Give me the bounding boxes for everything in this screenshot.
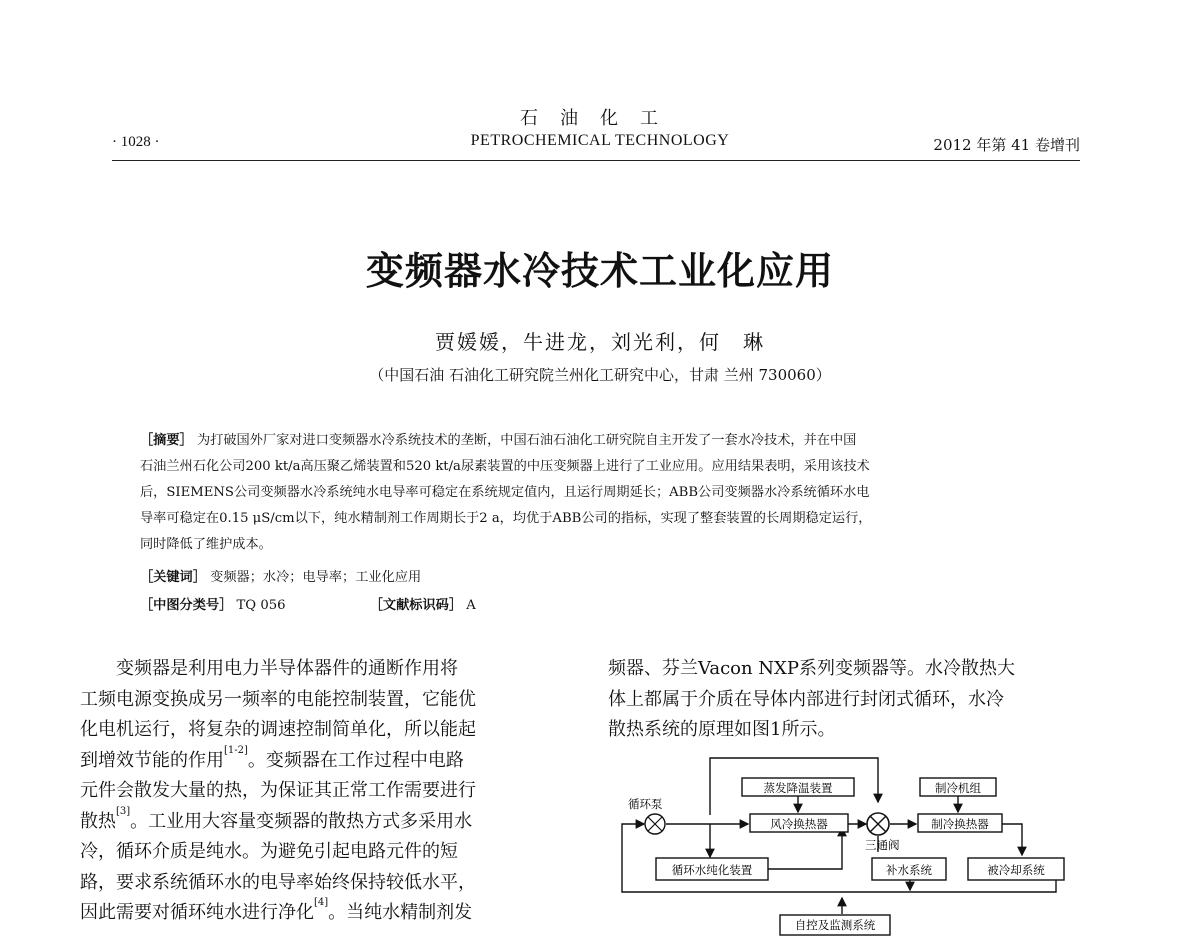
affiliation: （中国石油 石油化工研究院兰州化工研究中心，甘肃 兰州 730060） bbox=[369, 366, 831, 384]
control-label: 自控及监测系统 bbox=[794, 918, 876, 932]
body-line: 化电机运行，将复杂的调速控制简单化，所以能起 bbox=[80, 719, 476, 740]
page-number: · 1028 · bbox=[112, 134, 160, 150]
body-line: 工频电源变换成另一频率的电能控制装置，它能优 bbox=[80, 688, 476, 710]
body-column-right bbox=[608, 654, 1088, 746]
doc-code-value: A bbox=[466, 598, 476, 613]
citation-ref: [3] bbox=[116, 805, 131, 817]
body-line: 冷，循环介质是纯水。为避免引起电路元件的短 bbox=[80, 841, 458, 862]
body-text: 。当纯水精制剂发 bbox=[328, 902, 473, 923]
makeup-label: 补水系统 bbox=[886, 863, 932, 877]
issue-info: 2012 年第 41 卷增刊 bbox=[933, 136, 1080, 154]
abstract-line: 石油兰州石化公司200 kt/a高压聚乙烯装置和520 kt/a尿素装置的中压变频器上进行了工业应用。应用结果表明，采用该技术 bbox=[140, 459, 870, 474]
figure-1-diagram bbox=[610, 752, 1080, 952]
keywords-label: ［关键词］ bbox=[140, 570, 206, 585]
air-hx-label: 风冷换热器 bbox=[770, 817, 828, 831]
cooled-system-label: 被冷却系统 bbox=[987, 863, 1045, 877]
classification-value: TQ 056 bbox=[236, 598, 286, 613]
body-line: 变频器是利用电力半导体器件的通断作用将 bbox=[116, 658, 458, 679]
citation-ref: [4] bbox=[314, 897, 329, 908]
three-way-label: 三通阀 bbox=[865, 838, 900, 852]
cool-hx-label: 制冷换热器 bbox=[931, 817, 989, 831]
pump-label: 循环泵 bbox=[628, 797, 663, 811]
body-column-left bbox=[80, 654, 580, 929]
body-text: 。变频器在工作过程中电路 bbox=[247, 749, 464, 771]
citation-ref: [1-2] bbox=[224, 744, 248, 756]
classification-label: ［中图分类号］ bbox=[140, 598, 233, 613]
abstract-line: 导率可稳定在0.15 μS/cm以下，纯水精制剂工作周期长于2 a，均优于ABB公司的指标，实现了整套装置的长周期稳定运行， bbox=[140, 511, 872, 526]
body-line bbox=[80, 807, 580, 838]
body-text: 散热 bbox=[80, 810, 116, 832]
body-line bbox=[80, 898, 580, 929]
classification bbox=[140, 594, 476, 613]
abstract-line bbox=[140, 428, 1050, 454]
body-text: 到增效节能的作用 bbox=[80, 749, 224, 771]
keywords-value: 变频器；水冷；电导率；工业化应用 bbox=[210, 570, 422, 585]
body-text: 。工业用大容量变频器的散热方式多采用水 bbox=[130, 810, 473, 832]
body-line: 体上都属于介质在导体内部进行封闭式循环，水冷 bbox=[608, 688, 1004, 710]
body-line: 路，要求系统循环水的电导率始终保持较低水平， bbox=[80, 871, 476, 893]
body-line: 频器、芬兰Vacon NXP系列变频器等。水冷散热大 bbox=[608, 658, 1015, 679]
authors: 贾媛媛，牛进龙，刘光利，何 琳 bbox=[435, 330, 765, 354]
paper-title: 变频器水冷技术工业化应用 bbox=[365, 249, 834, 293]
purifier-label: 循环水纯化装置 bbox=[671, 863, 753, 877]
flow-diagram-svg bbox=[610, 752, 1080, 952]
abstract-line: 同时降低了维护成本。 bbox=[140, 537, 272, 552]
chiller-label: 制冷机组 bbox=[935, 781, 981, 795]
journal-name-en: PETROCHEMICAL TECHNOLOGY bbox=[470, 132, 730, 149]
body-line: 散热系统的原理如图1所示。 bbox=[608, 719, 836, 740]
body-text: 因此需要对循环纯水进行净化 bbox=[80, 902, 314, 923]
journal-name-cn: 石油化工 bbox=[520, 108, 680, 129]
abstract-label: ［摘要］ bbox=[140, 433, 193, 448]
doc-code-label: ［文献标识码］ bbox=[369, 598, 463, 613]
body-line bbox=[80, 746, 580, 777]
abstract bbox=[140, 428, 1050, 558]
keywords bbox=[140, 566, 421, 585]
evap-label: 蒸发降温装置 bbox=[763, 781, 833, 795]
header-rule bbox=[112, 160, 1080, 161]
abstract-text: 为打破国外厂家对进口变频器水冷系统技术的垄断，中国石油石油化工研究院自主开发了一套水冷技术，并在中国 bbox=[196, 433, 857, 448]
body-line: 元件会散发大量的热，为保证其正常工作需要进行 bbox=[80, 780, 476, 801]
abstract-line: 后，SIEMENS公司变频器水冷系统纯水电导率可稳定在系统规定值内，且运行周期延长；ABB公司变频器水冷系统循环水电 bbox=[140, 485, 870, 500]
